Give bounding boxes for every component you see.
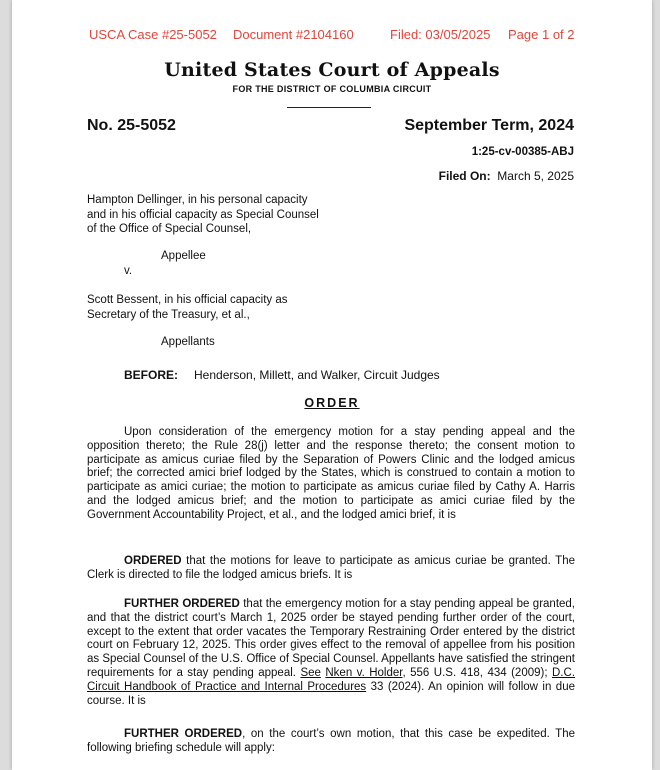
see-signal: See: [300, 666, 321, 679]
order-paragraph-amicus: ORDERED that the motions for leave to participate as amicus curiae be granted. The Clerk is directed to file the lodged amicus briefs. It is: [87, 555, 575, 581]
case-citation-nken: Nken v. Holder: [325, 666, 403, 679]
header-document-number: Document #2104160: [233, 27, 354, 42]
ordered-lead: ORDERED: [124, 555, 182, 567]
appellant-party: [87, 293, 387, 322]
before-panel: [124, 368, 440, 382]
further-ordered-lead: FURTHER ORDERED: [124, 728, 243, 740]
order-paragraph-consideration: Upon consideration of the emergency motion for a stay pending appeal and the opposition thereto; the Rule 28(j) letter and the response thereto; the consent motion to participate as amicus curiae filed by the Separation of Powers Clinic and the lodged amicus brief; the corrected amici brief lodged by the States, which is construed to contain a motion to participate as amici curiae; the motion to participate as amicus curiae filed by Cathy A. Harris and the lodged amicus brief; and the motion to participate as amici curiae filed by the Government Accountability Project, et al., and the lodged amici brief, it is: [87, 426, 575, 521]
order-paragraph-stay: FURTHER ORDERED that the emergency motion for a stay pending appeal be granted, and that the district court’s March 1, 2025 order be stayed pending further order of the court, except to the extent that order vacates the Temporary Restraining Order entered by the district court on February 12, 2025. This order gives effect to the removal of appellee from his position as Special Counsel of the U.S. Office of Special Counsel. Appellants have satisfied the stringent requirements for a stay pending appeal. See Nken v. Holder, 556 U.S. 418, 434 (2009); D.C. Circuit Handbook of Practice and Internal Procedures 33 (2024). An opinion will follow in due course. It is: [87, 598, 575, 707]
party-line: Secretary of the Treasury, et al.,: [87, 308, 250, 321]
versus: v.: [124, 265, 133, 277]
header-case-number: USCA Case #25-5052: [89, 27, 217, 42]
order-paragraph-expedite: FURTHER ORDERED, on the court’s own motion, that this case be expedited. The following briefing schedule will apply:: [87, 728, 576, 754]
order-title: ORDER: [304, 396, 360, 410]
panel-judges: Henderson, Millett, and Walker, Circuit Judges: [194, 368, 440, 382]
case-number: No. 25-5052: [87, 117, 176, 134]
before-label: BEFORE:: [124, 368, 178, 382]
header-page-count: Page 1 of 2: [508, 27, 575, 42]
party-line: of the Office of Special Counsel,: [87, 223, 252, 235]
party-line: and in his official capacity as Special Counsel: [87, 208, 319, 221]
handbook-citation: D.C. Circuit Handbook of Practice and Internal Procedures: [87, 666, 575, 693]
appellee-party: [87, 193, 387, 237]
party-line: Scott Bessent, in his official capacity as: [87, 294, 288, 306]
further-ordered-lead: FURTHER ORDERED: [124, 598, 240, 610]
filed-on-date: March 5, 2025: [497, 169, 574, 183]
document-page: [12, 0, 652, 770]
appellee-role: Appellee: [161, 250, 206, 262]
filed-on-label: Filed On:: [438, 169, 491, 183]
party-line: Hampton Dellinger, in his personal capacity: [87, 194, 308, 206]
title-divider: [287, 107, 371, 108]
appellant-role: Appellants: [161, 336, 215, 348]
header-filed-date: Filed: 03/05/2025: [390, 27, 491, 42]
court-subtitle: FOR THE DISTRICT OF COLUMBIA CIRCUIT: [232, 84, 432, 94]
court-title: United States Court of Appeals: [164, 59, 500, 81]
court-term: September Term, 2024: [404, 117, 574, 134]
lower-court-case-number: 1:25-cv-00385-ABJ: [471, 146, 574, 158]
filed-on: [439, 169, 574, 183]
